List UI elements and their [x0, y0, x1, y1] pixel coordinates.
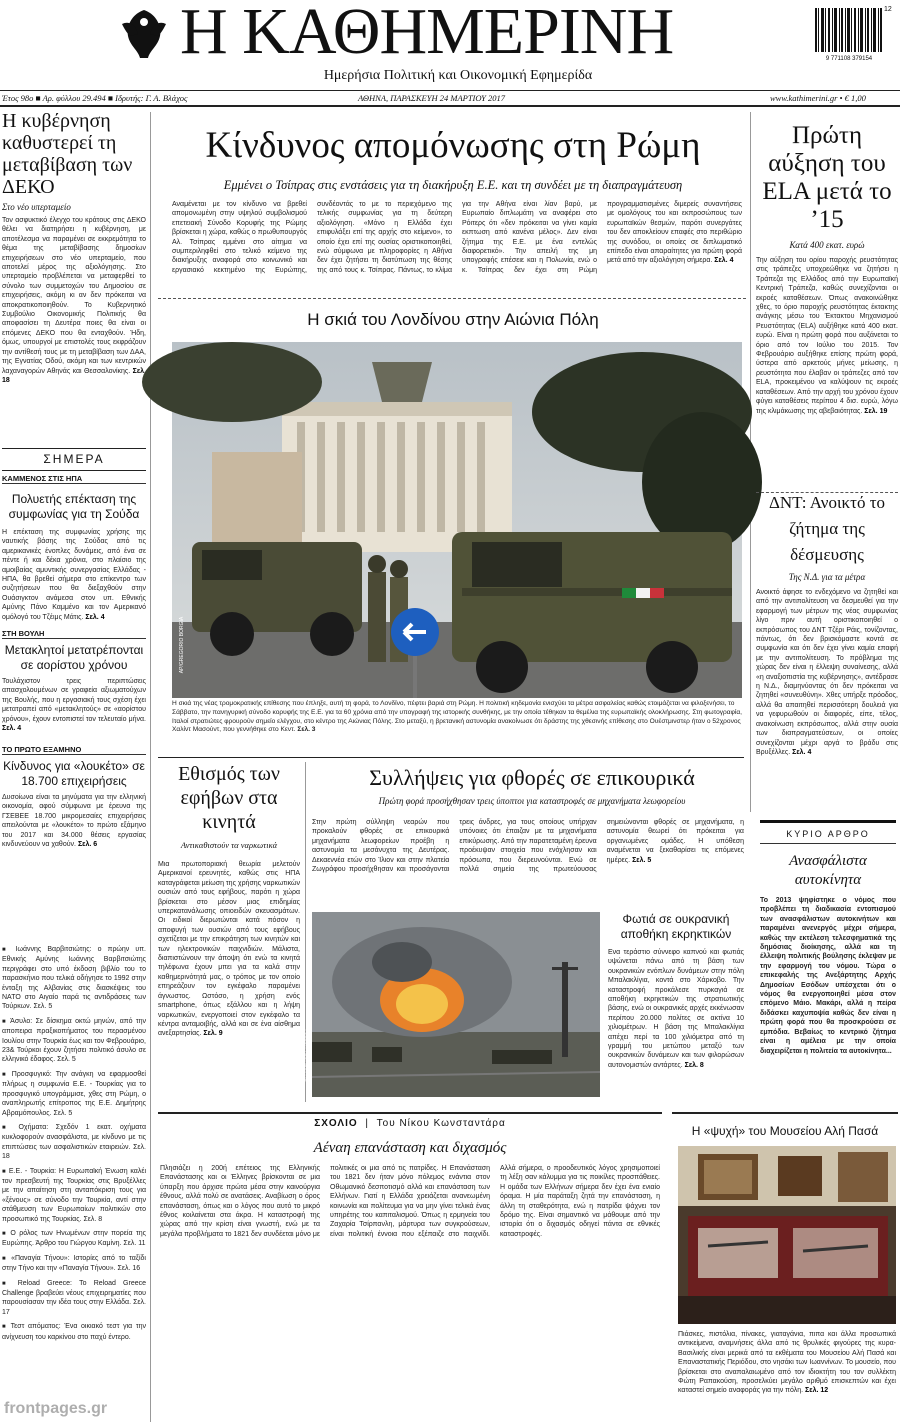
main-headline[interactable]: Κίνδυνος απομόνωσης στη Ρώμη [205, 125, 701, 166]
column-author: Του Νίκου Κωνσταντάρα [376, 1118, 506, 1129]
main-body: Αναμένεται με τον κίνδυνο να βρεθεί απομονωμένη στην υψηλού συμβολισμού επετειακή Σύνοδο Κορυφής της Ρώμης βρίσκεται η χώρα, καθώς ο πρωθυπουργός Αλ. Τσίπρας εμμένει στο αίτημα να συμπεριληφθεί στο τελικό κείμενο της διακήρυξης αναφορά στο κοινωνικό και εργασιακό κεκτημένο της Ευρώπης, συνδέοντάς το με το περιεχόμενο της τελικής συμφωνίας για τη δεύτερη αξιολόγηση. «Μόνο η Ελλάδα έχει επιφυλάξει επί της αρχής στο κείμενο», το οποίο έχει επί της ουσίας οριστικοποιηθεί, ενώ σύμφωνα με πληροφορίες η Αθήνα δεν έχει ζητήσει τη διατύπωση της θέσης της από τους κ. Τσίπρας. Πάντως, το κλίμα για την Αθήνα είναι λίαν βαρύ, με Ευρωπαίο διπλωμάτη να αναφέρει στο Ρόιτερς ότι «δεν πρόκειται να γίνει καμία εκπτωση από κανένα μέλος». Δεν είναι ζήτημα της Ε.Ε. με ένα εντελώς διαφορετικό». Την απειλή της μη υπογραφής επέσειε και η Πολωνία, ενώ ο κ. Τσίπρας δεν έχει στη Ρώμη προγραμματισμένες διμερείς συναντήσεις με ομολόγους του και εκπροσώπους των ευρωπαϊκών θεσμών, παρότι συνεργάτες του δεν αποκλείουν επαφές στο περιθώριο της συνόδου, οι οποίες σε διπλωματικό επίπεδο είναι απαραίτητες για πρώτη φορά μετά από την αξιολόγηση σήμερα. Σελ. 4 [172, 201, 742, 274]
lead-left-title[interactable]: Η κυβέρνηση καθυστερεί τη μεταβίβαση των ΔΕΚΟ [2, 110, 133, 198]
brief-item[interactable]: ■ Προσφυγικό: Την ανάγκη να εφαρμοσθεί πλήρως η συμφωνία Ε.Ε. - Τουρκίας για το προσφυγικό υπογράμμισε, χθες στη Ρώμη, ο αναπληρωτής επίτροπος της Ε.Ε. Δημήτρης Αβραμόπουλος. Σελ. 5 [2, 1070, 146, 1118]
barcode-issue: 12 [884, 6, 892, 13]
today-label: ΣΗΜΕΡΑ [43, 452, 105, 466]
brief-item[interactable]: ■ Ο ρόλος των Ηνωμένων στην πορεία της Ευρώπης. Άρθρο του Γιώργου Καμίνη. Σελ. 11 [2, 1229, 146, 1249]
barcode [815, 8, 883, 60]
dnt-story [756, 490, 898, 810]
ephebes-title[interactable]: Εθισμός των εφήβων στα κινητά [178, 763, 280, 833]
dnt-body: Ανοικτό άφησε το ενδεχόμενο να ζητηθεί και από την αντιπολίτευση να δεσμευθεί για την εφαρμογή των μέτρων της νέας συμφωνίας λίγο πριν αυτή οριστικοποιηθεί ο εκπρόσωπος του ΔΝΤ Τζέρι Ράις, τονίζοντας, πάντως, ότι δεν βρισκόμαστε κοντά σε συμφωνία και ότι δεν έχει γίνει καμία επαφή με την αντιπολίτευση. Το πρόβλημα της χώρας δεν είναι η έλλειψη συναίνεσης, αλλά «η αναξιοπιστία της κυβέρνησης», αντέδρασε η Ν.Δ., διαμηνύοντας ότι δεν πρόκειται να ζητηθεί «συνευθύνη». Χθες υπήρξε πρόοδος, αλλά θα απαιτηθεί περισσότερη δουλειά για να γεφυρωθούν οι διαφορές, είπε, τέλος, ανακοίνωση εκπρόσωπος, αλλά στην ουσία των διαπραγματεύσεων, οι οποίες συνεχίζονται μέχρι αργά το βράδυ στις Βρυξέλλες. Σελ. 4 [756, 589, 898, 756]
main-deck: Εμμένει ο Τσίπρας στις ενστάσεις για τη διακήρυξη Ε.Ε. και τη συνδέει με τη διαπραγμάτευση [223, 178, 683, 192]
masthead-rule-top [0, 90, 900, 91]
ela-subtitle: Κατά 400 εκατ. ευρώ [789, 240, 865, 250]
masthead-rule-bottom [0, 105, 900, 107]
brief-item[interactable]: ■ Άσυλο: Σε δίσκημα οκτώ μηνών, από την αποπειρα πραξικοπήματος του περασμένου Ιουλίου στην Τουρκία έως και τον Φεβρουάριο, 23& Τούρκοι έχουν ζητήσει πολιτικό άσυλο σε ελληνικό έδαφος. Σελ. 5 [2, 1017, 146, 1065]
editorial-box [760, 820, 896, 1120]
arrest-title[interactable]: Συλλήψεις για φθορές σε επικουρικά [369, 765, 695, 790]
arrest-deck: Πρώτη φορά προσήχθησαν τρεις ύποπτοι για καταστροφές σε μηχανήματα λεωφορείου [378, 796, 686, 806]
ela-title[interactable]: Πρώτη αύξηση του ELA μετά το ’15 [762, 122, 892, 233]
today-rule-bottom [2, 470, 146, 471]
mid-rule [158, 757, 744, 758]
story-vouli-body: Τουλάχιστον τρεις περιπτώσεις απασχολουμένων σε γραφεία αξιωματούχων της Βουλής, που η εργασιακή τους σχέση έχει μετατραπεί από «μετακλητούς» σε «αορίστου χρόνου», έχουν εντοπιστεί τον τελευταίο μήνα. Σελ. 4 [2, 678, 146, 733]
masthead-subtitle: Ημερήσια Πολιτική και Οικονομική Εφημερίδα [323, 68, 593, 83]
brief-item[interactable]: ■ Ιωάννης Βαρβιτσιώτης: ο πρώην υπ. Εθνικής Αμύνης Ιωάννης Βαρβιτσιώτης περιγράφει στο υπό έκδοση βιβλίο του το παρασκήνιο που τελικά οδήγησε το 1992 στην ένταξη της Αλβανίας στις διασκέψεις του ΝΑΤΟ στο Αιγαίο παρά τις αντιδράσεις των Τούρκων. Σελ. 5 [2, 945, 146, 1012]
column-rule [158, 1112, 662, 1114]
story-vouli-title[interactable]: Μετακλητοί μετατρέπονται σε αορίστου χρόνου [4, 643, 144, 672]
kicker-soudas: ΚΑΜΜΕΝΟΣ ΣΤΙΣ ΗΠΑ [2, 474, 146, 484]
brief-item[interactable]: ■ Ε.Ε. - Τουρκία: Η Ευρωπαϊκή Ένωση καλέι τον πρεσβευτή της Τουρκίας στις Βρυξέλλες με την απαίτηση στη ανταπόκριση τους για «ξένους» σε σύνοδο την Τουρκία, αντί στην στάθμευση των Ευρωπαίων πολιτικών στο προσωπικό της Τουρκίας. Σελ. 8 [2, 1167, 146, 1224]
column-title[interactable]: Αέναη επανάσταση και διχασμός [313, 1140, 507, 1156]
barcode-number: 9 771108 379154 [825, 56, 873, 62]
editorial-label: ΚΥΡΙΟ ΑΡΘΡΟ [760, 829, 896, 844]
rome-photo [172, 342, 742, 698]
dnt-title[interactable]: ΔΝΤ: Ανοικτό το ζήτημα της δέσμευσης [768, 493, 886, 564]
ephebes-body: Μια πρωτοποριακή θεωρία μελετούν Αμερικανοί ερευνητές, καθώς στις ΗΠΑ καταγράφεται μείωση της χρήσης ναρκωτικών ουσιών από τους εφήβους, παρότι η χώρα βρίσκεται στο μέσον μιας επιδημίας υπερκατανάλωσης οπιοειδών σκευασμάτων. Οι ειδικοί διερωτώνται κατά πόσον η αποφυγή των ουσιών από τους εφήβους σχετίζεται με την επικράτηση των κινητών και των ηλεκτρονικών παιχνιδιών. Μάλιστα, διαπιστώνουν την άποψη ότι ενώ τα κινητά τηλέφωνα έχουν μπει για τα καλά στην καθημερινότητά μας, ο τρόπος με τον οποίο επηρεάζουν τον εγκέφαλο παραμένει άγνωστος. Ωστόσο, η χρήση ενός smartphone, όπως εξάλλου και η λήψη ναρκωτικών, ενεργοποιεί στον εγκέφαλο τα κέντρα ανταμοιβής, αλλά και σε ένα αίσθημα ανεξαρτησίας. Σελ. 9 [158, 861, 300, 1038]
today-rule-top [2, 448, 146, 449]
lead-left-body: Τον ασφυκτικό έλεγχο του κράτους στις ΔΕΚΟ θέλει να διατηρήσει η κυβέρνηση, με αποτέλεσμα να παραμένει σε εκκρεμότητα το θέμα της μεταβίβασης δημοσίων επιχειρήσεων στο νέο υπερταμείο, που αποτελεί μέρος της αξιολόγησης. Στο υπερταμείο προβλέπεται να μεταφερθεί το σύνολο των συμμετοχών του Δημοσίου σε επιχειρήσεις, ακόμη κι αν δεν πρόκειται να αποκρατικοποιηθούν. Το Κυβερνητικό Συμβούλιο Οικονομικής Πολιτικής θα αποφασίσει τη Δευτέρα ποιες θα είναι οι επόμενες ΔΕΚΟ που θα ενταχθούν. Ήδη, όμως, υπουργοί με επιστολές τους εκφράζουν την αντίθεσή τους με τη μεταβίβαση των ΔΑΑ, της Εγνατίας Οδού, ακόμη και των κεντρικών λαχαναγορών Αθηνάς και Θεσσαλονίκης. Σελ. 18 [2, 217, 146, 384]
ephebes-story [158, 762, 300, 1080]
story-louketo-body: Δυσοίωνα είναι τα μηνύματα για την ελληνική οικονομία, αφού σύμφωνα με έρευνα της ΓΣΕΒΕΕ 18.700 μικρομεσαίες επιχειρήσεις απειλούνται με «λουκέτο» το πρώτο εξάμηνο του 2017 και 34.000 θέσεις εργασίας κινδυνεύουν να χαθούν. Σελ. 6 [2, 794, 146, 849]
arrest-body: Στην πρώτη σύλληψη νεαρών που προκαλούν φθορές σε επικουρικά μηχανήματα λεωφορείων προέβη η αστυνομία τα μεσάνυχτα της Δευτέρας. Δεκαεννέα ετών στο Ίλιον και στην πλατεία Ζωγράφου προσήχθησαν και προσάγονται τρεις άνδρες, για τους οποίους υπήρχαν υπόνοιες ότι έπαιζαν με τα μηχανήματα επικύρωσης. Από την παρατεταμένη έρευνα προέκυψαν στοιχεία που ενόχλησαν και πρόσωπα, που διερευνούνται. Ενώ σε πολλά σημεία της πρωτεύουσας σημειώνονται φθορές σε μηχανήματα, η αστυνομία θεωρεί ότι πρόκειται για οργανωμένες ομάδες. Η υπόθεση αναμένεται να ξεκαθαρίσει τις επόμενες ημέρες. Σελ. 5 [312, 819, 744, 874]
column-label: ΣΧΟΛΙΟ [314, 1118, 358, 1129]
dnt-subtitle: Της Ν.Δ. για τα μέτρα [788, 572, 866, 582]
rome-photo-credit: AP/GREGORIO BORGIA [179, 616, 186, 674]
museum-photo [678, 1146, 896, 1324]
brief-item[interactable]: ■ «Παναγία Τήνου»: Ιστορίες από το ταξίδι στην Τήνο και την «Παναγία Τήνου». Σελ. 16 [2, 1254, 146, 1274]
masthead-logo-icon [118, 6, 170, 66]
masthead-meta-left: Έτος 98ο ■ Αρ. φύλλου 29.494 ■ Ιδρυτής: Γ. Α. Βλάχος [2, 93, 188, 103]
museum-body: Πιάσκες, πιστόλια, πίνακες, γιαταγάνια, πιπα και άλλα προσωπικά αντικείμενα, αναμνήσεις άλλα από τις θρυλικές φιγούρες της κυρα-Βασιλικής είναι μερικά από τα εκθέματα του Μουσείου Αλή Πασά και Επαναστατικής Περιόδου, στο νησάκι των Ιωαννίνων. Το μουσείο, που βρίσκεται στο αναπαλαιωμένο από τον ιδιοκτήτη του τον συλλέκτη Φώτη Ραπακούση, προσελκύει μεγάλο αριθμό επισκεπτών και έχει καταστεί σημείο αναφοράς για την πόλη. Σελ. 12 [678, 1331, 896, 1395]
museum-title[interactable]: Η «ψυχή» του Μουσείου Αλή Πασά [691, 1124, 879, 1138]
ephebes-subtitle: Αντικαθιστούν τα ναρκωτικά [180, 840, 278, 850]
today-stories [2, 474, 146, 855]
masthead-date: ΑΘΗΝΑ, ΠΑΡΑΣΚΕΥΗ 24 ΜΑΡΤΙΟΥ 2017 [358, 93, 506, 103]
divider-left [150, 112, 151, 1422]
ukraine-story [608, 912, 744, 1098]
masthead-title: Η ΚΑΘΗΜΕΡΙΝΗ [180, 0, 674, 68]
column-byline: ΣΧΟΛΙΟ | Του Νίκου Κωνσταντάρα [314, 1118, 506, 1129]
briefs-list [2, 945, 146, 1420]
brief-item[interactable]: ■ Τεστ απόματος: Ένα οικιακό τεστ για την ανίχνευση του καρκίνου στο παχύ έντερο. [2, 1322, 146, 1342]
ukraine-body: Ενα τεράστιο σύννεφο καπνού και φωτιάς υψώνεται πάνω από τη βάση των ουκρανικών ενόπλων δυνάμεων στην πόλη Μπαλακλίγια, κοντά στο Χάρκοβο. Την καταστροφή προκάλεσε πυρκαγιά σε αποθήκη εκρηκτικών της στρατιωτικής βάσης, ενώ οι ουκρανικές αρχές εκκένωσαν περίπου 20.000 πολίτες σε ακτίνα 10 χιλιομέτρων. Η βάση της Μπαλακλίγια απέχει περί τα 100 χιλιόμετρα από τη γραμμή του μετώπου μεταξύ των ουκρανικών δυνάμεων και των φιλορώσων αυτονομιστών αντάρτες. Σελ. 8 [608, 949, 744, 1069]
museum-rule [672, 1112, 898, 1114]
ukraine-photo [301, 912, 600, 1097]
masthead-meta-right: www.kathimerini.gr • € 1,00 [770, 93, 866, 103]
kicker-examino: ΤΟ ΠΡΩΤΟ ΕΞΑΜΗΝΟ [2, 745, 146, 755]
story-souda-body: Η επέκταση της συμφωνίας χρήσης της ναυτικής βάσης της Σούδας από τις αμερικανικές ένοπλες δυνάμεις, από ένα σε πέντε ή και δέκα χρόνια, στο πλαίσιο της αμοιβαίας αμυντικής συνεργασίας Ελλάδας - ΗΠΑ, θα βρεθεί σήμερα στο επίκεντρο των συζητήσεων που θα διεξαχθούν στην Ουάσιγκτον ανάμεσα στον υπ. Εθνικής Αμύνης Πάνο Καμμένο και τον Αμερικανό ομόλογό του Τζέιμς Μάτις. Σελ. 4 [2, 529, 146, 621]
rome-photo-caption: Η σκιά της νέας τρομοκρατικής επίθεσης που έπληξε, αυτή τη φορά, το Λονδίνο, πέφτει βαριά στη Ρώμη. Η πολιτική κηδεμονία ενισχύει τα μέτρα ασφαλείας καθώς ετοιμάζεται να φιλοξενήσει, το Σάββατο, την πανηγυρική σύνοδο κορυφής της Ε.Ε. για τα 60 χρόνια από την υπογραφή της ιστορικής συνθήκης, με την οποία τέθηκαν τα θεμέλια της ευρωπαϊκής ολοκλήρωσης. Στη φωτογραφία, Ιταλοί στρατιώτες φρουρούν σημείο ελέγχου, στο κέντρο της Αιώνιας Πόλης. Στο μεταξύ, η βρετανική αστυνομία ανακοίνωσε ότι δράστης της χθεσινής επίθεσης στο Ουέστμινστερ ήταν ο 52χρονος Χαλίντ Μασούντ, που γεννήθηκε στο Κεντ. Σελ. 3 [172, 700, 743, 734]
editorial-title[interactable]: Ανασφάλιστα αυτοκίνητα [789, 853, 867, 888]
main-dash-rule [158, 298, 746, 299]
brief-item[interactable]: ■ Reload Greece: Το Reload Greece Challenge βραβεύει νέους επιχειρηματίες που παρουσίασαν την ιδέα τους στην Ελλάδα. Σελ. 17 [2, 1279, 146, 1318]
story-louketo-title[interactable]: Κίνδυνος για «λουκέτο» σε 18.700 επιχειρήσεις [3, 759, 145, 788]
ukraine-photo-credit: EPA/SERGEY KOZLOV [301, 1028, 308, 1082]
ukraine-title[interactable]: Φωτιά σε ουκρανική αποθήκη εκρηκτικών [620, 912, 732, 941]
story-souda-title[interactable]: Πολυετής επέκταση της συμφωνίας για τη Σούδα [8, 492, 140, 521]
kicker-vouli: ΣΤΗ ΒΟΥΛΗ [2, 629, 146, 639]
left-column [2, 110, 146, 406]
photo-headline[interactable]: Η σκιά του Λονδίνου στην Αιώνια Πόλη [307, 310, 599, 329]
watermark: frontpages.gr [4, 1400, 108, 1417]
editorial-body: Το 2013 ψηφίστηκε ο νόμος που προβλέπει τη διαδικασία εντοπισμού των ανασφάλιστων αυτοκινήτων και παραμένει ανενεργός μέχρι σήμερα, καθώς την εκτέλεση τελεσφηματικά της δημόσιας διοίκησης, αλλά και τη έλλειψη πολιτικής βούλησης έκλεψαν με την εφαρμογή του νόμου. Τώρα ο επικεφαλής της Ανεξάρτητης Αρχής Δημοσίων Εσόδων υπέσχεται ότι ο νόμος θα ενεργοποιηθεί μέσα στον επόμενο Μάιο. Μακάρι, αλλά η πείρα διδάσκει καχυποψία καθώς δεν είναι η πρώτη φορά που θα προσκρούσει σε εμπόδια. Βεβαίως το κεντρικό ζήτημα είναι η αμέλεια με την οποία διαχειρίζεται η πολιτεία τα αυτοκίνητα... [760, 897, 896, 1055]
column-body: Πλησιάζει η 200ή επέτειος της Ελληνικής Επανάστασης και οι Έλληνες βρίσκονται σε μια ύπαρξη που άρχισε πρώτα μέσα στην καινούργια έθνους, αλλά πολύ σε ανατάσεις. Αναβίωση ο όρος επανάσταση, όπως και ο λόγος που αυτό το μικρό έθνος κοιλαίνεται στα άκρα. Η καταστροφή της χώρας από την κρίση είναι γνωστή, ενώ με τα μεγάλα προβλήματα το 1821 δεν συνδέεται μόνο με πολιτικές οι μια από τις πατρίδες. Η Επανάσταση του 1821 δεν ήταν μόνο πόλεμος ενάντια στον Οθωμανικό δεσποτισμό αλλά και επανάσταση των Ελλήνων. Γιατί η Ελλάδα χρειάζεται ανανεωμένη κοινωνία και πολίτευμα για να μην γίνει τελικά ένας υπηρέτης του καπιταλισμού. Όπως η ερμηνεία του Ζαχαρία Τσίρπανλη, μάρτυρα των συγκρούσεων, είναι πολιτική έννοια που εξέπαιζε στο παιχνίδι. Αλλά σήμερα, ο προοδευτικός λόγος χρησιμοποιεί τη λέξη σαν κάλυμμα για τις ποικίλες προσπάθειες. Η ομάδα των Ελλήνων σήμερα δεν έχει ένα ενιαίο όραμα. Η μία παράταξη ζητά την επανάσταση, η άλλη τη σταθερότητα, ενώ η πατρίδα ψάχνει τον δρόμο της. Είναι σημαντικό να μάθουμε από την ιστορία ότι ο διχασμός οδηγεί πάντα σε εθνικές καταστροφές. [160, 1165, 660, 1238]
right-column [756, 122, 898, 454]
ela-body: Την αύξηση του ορίου παροχής ρευστότητας στις τράπεζες υποχρεώθηκε να ζητήσει η Τράπεζα της Ελλάδος από την Ευρωπαϊκή Κεντρική Τράπεζα, καθώς συνεχίζονται οι εκροές καταθέσεων. Όπως ανακοινώθηκε χθες, το όριο παροχής ρευστότητας έκτακτης ανάγκης μέσω του Έκτακτου Μηχανισμού Ρευστότητας (ELA) αυξήθηκε κατά 400 εκατ. ευρώ. Είναι η πρώτη φορά που αυξάνεται το όριο από τον Ιούλιο του 2015. Τον Φεβρουάριο αυξήθηκε επίσης πρώτη φορά, ύστερα από αρκετούς μήνες μείωσης, η ρευστότητα που έλαβαν οι τράπεζες από τον ELA, προκειμένου να καλύψουν τις εκροές καταθέσεων. Από την αρχή του χρόνου έχουν φύγει καταθέσεις περίπου 4 δισ. ευρώ, λόγω της κλιμάκωσης της αβεβαιότητας. Σελ. 19 [756, 257, 898, 415]
brief-item[interactable]: ■ Οχήματα: Σχεδόν 1 εκατ. οχήματα κυκλοφορούν ανασφάλιστα, με κίνδυνο με τις επιπτώσεις των ασφαλιστικών εταιρειών. Σελ. 18 [2, 1123, 146, 1162]
lead-left-subtitle: Στο νέο υπερταμείο [2, 202, 71, 212]
